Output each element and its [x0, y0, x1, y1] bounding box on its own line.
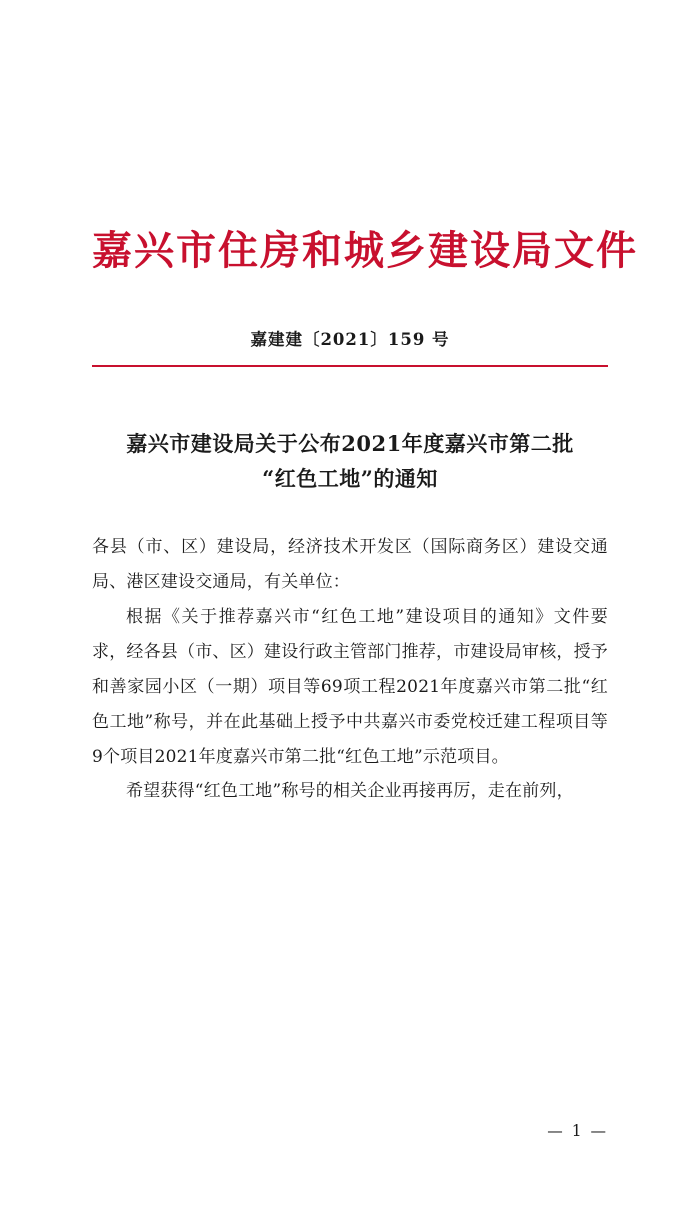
- document-number: 嘉建建〔2021〕159 号: [250, 330, 450, 349]
- document-title-line-1: 嘉兴市建设局关于公布2021年度嘉兴市第二批: [126, 431, 574, 457]
- document-masthead: 嘉兴市住房和城乡建设局文件: [92, 227, 638, 274]
- body-paragraph-main: 根据《关于推荐嘉兴市“红色工地”建设项目的通知》文件要求，经各县（市、区）建设行政主管部门推荐，市建设局审核，授予和善家园小区（一期）项目等69项工程2021年度嘉兴市第二批“红色工地”称号，并在此基础上授予中共嘉兴市委党校迁建工程项目等9个项目2021年度嘉兴市第二批“红色工地”示范项目。: [92, 607, 608, 767]
- document-body: [92, 530, 608, 809]
- red-divider-rule: [92, 365, 608, 367]
- document-page: [0, 228, 700, 1218]
- body-paragraph-closing: 希望获得“红色工地”称号的相关企业再接再厉，走在前列，: [126, 781, 574, 802]
- document-title-line-2: “红色工地”的通知: [262, 465, 438, 491]
- page-number: — 1 —: [547, 1122, 608, 1140]
- body-paragraph-salutation: 各县（市、区）建设局，经济技术开发区（国际商务区）建设交通局、港区建设交通局，有关单位：: [92, 537, 608, 593]
- document-title: [92, 427, 608, 496]
